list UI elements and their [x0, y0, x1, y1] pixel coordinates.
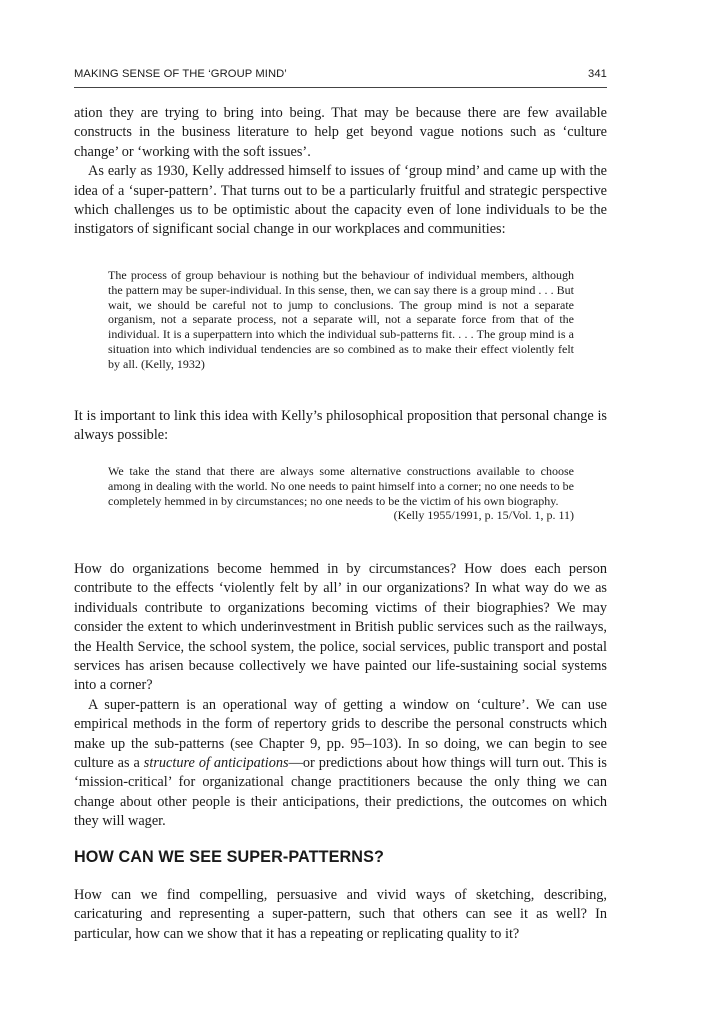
- page-number: 341: [588, 68, 607, 80]
- quote-citation: (Kelly 1955/1991, p. 15/Vol. 1, p. 11): [393, 508, 574, 523]
- opening-text-block: [74, 104, 607, 240]
- block-quote-group-mind: [108, 268, 574, 372]
- paragraph-text-start: A super-pattern is an operational way of getting a window on ‘culture’. We can use empirical methods in the form of repertory grids to describe the personal constructs which make up the sub-patterns (see Chapter 9, pp. 95–103). In so doing, we can begin to see culture as a: [74, 696, 607, 772]
- paragraph-personal-change: [74, 407, 607, 446]
- paragraph-text: It is important to link this idea with Kelly’s philosophical proposition that personal change is always possible:: [74, 408, 607, 444]
- section-heading: HOW CAN WE SEE SUPER-PATTERNS?: [74, 848, 384, 866]
- paragraph-text: How can we find compelling, persuasive and vivid ways of sketching, describing, caricaturing and representing a super-pattern, such that others can see it as well? In particular, how can we show that it has a repeating or replicating quality to it?: [74, 887, 607, 942]
- paragraph-continuation: ation they are trying to bring into being. That may be because there are few available constructs in the business literature to help get beyond vague notions such as ‘culture change’ or ‘working with the soft issues’.: [74, 105, 607, 160]
- emphasis-structure-of-anticipations: structure of anticipations: [143, 755, 289, 772]
- running-header: [74, 67, 607, 88]
- quote-text: We take the stand that there are always some alternative constructions available to choose among in dealing with the world. No one needs to paint himself into a corner; no one needs to be completely hemmed in by circumstances; no one needs to be the victim of his own biography.: [108, 464, 574, 508]
- block-quote-alternative-constructions: [108, 464, 574, 523]
- paragraph-hemmed-in: How do organizations become hemmed in by circumstances? How does each person contribute to the effects ‘violently felt by all’ in our organizations? In what way do we as individuals contribute to organizations becoming victims of their biographies? We may consider the extent to which underinvestment in British public services such as the railways, the Health Service, the school system, the police, social services, public transport and postal services has arisen because collectively we have painted our life-sustaining social systems into a corner?: [74, 561, 607, 694]
- main-text-block: [74, 560, 607, 832]
- paragraph-super-pattern: [74, 696, 607, 832]
- paragraph-super-pattern-questions: [74, 886, 607, 944]
- running-title: MAKING SENSE OF THE ‘GROUP MIND’: [74, 68, 287, 80]
- paragraph-kelly-1930: As early as 1930, Kelly addressed himself to issues of ‘group mind’ and came up with the idea of a ‘super-pattern’. That turns out to be a particularly fruitful and strategic perspective which challenges us to be optimistic about the capacity even of lone individuals to be the instigators of significant social change in our workplaces and communities:: [74, 163, 607, 238]
- paragraph-text-end: —or predictions about how things will turn out. This is ‘mission-critical’ for organizational change practitioners because the only thing we can change about other people is their anticipations, their predictions, the outcomes on which they will wager.: [74, 755, 607, 830]
- quote-text: The process of group behaviour is nothing but the behaviour of individual members, although the pattern may be super-individual. In this sense, then, we can say there is a group mind . . . But wait, we should be careful not to jump to conclusions. The group mind is not a separate organism, not a separate process, not a separate will, not a separate force from that of the individual. It is a superpattern into which the individual sub-patterns fit. . . . The group mind is a situation into which individual tendencies are so combined as to make their effect violently felt by all. (Kelly, 1932): [108, 268, 574, 371]
